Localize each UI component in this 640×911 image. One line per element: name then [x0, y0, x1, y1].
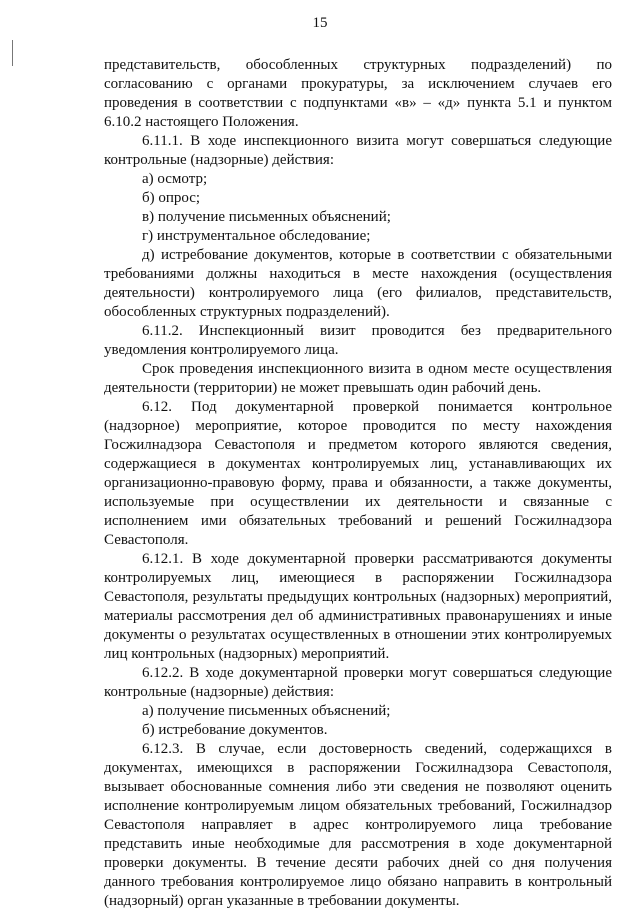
paragraph: представительств, обособленных структурных подразделений) по согласованию с органами прокуратуры, за исключением случаев его проведения в соответствии с подпунктами «в» – «д» пункта 5.1 и пунктом 6.10.2 настоящего Положения. — [104, 57, 612, 130]
list-item: б) истребование документов. — [142, 722, 328, 738]
document-body — [104, 56, 612, 911]
margin-mark — [12, 40, 13, 66]
list-item: а) осмотр; — [142, 171, 208, 187]
page-number: 15 — [312, 15, 328, 31]
list-item: а) получение письменных объяснений; — [142, 703, 391, 719]
list-item: в) получение письменных объяснений; — [142, 209, 391, 225]
paragraph: 6.11.1. В ходе инспекционного визита могут совершаться следующие контрольные (надзорные) действия: — [104, 133, 612, 168]
list-item: г) инструментальное обследование; — [142, 228, 371, 244]
paragraph: д) истребование документов, которые в соответствии с обязательными требованиями должны находиться в месте нахождения (осуществления деятельности) контролируемого лица (его филиалов, представительств, обособленных структурных подразделений). — [104, 247, 612, 320]
paragraph: 6.12.2. В ходе документарной проверки могут совершаться следующие контрольные (надзорные) действия: — [104, 665, 612, 700]
paragraph: 6.11.2. Инспекционный визит проводится без предварительного уведомления контролируемого лица. — [104, 323, 612, 358]
paragraph: 6.12.3. В случае, если достоверность сведений, содержащихся в документах, имеющихся в распоряжении Госжилнадзора Севастополя, вызывает обоснованные сомнения либо эти сведения не позволяют оценить исполнение контролируемым лицом обязательных требований, Госжилнадзор Севастополя направляет в адрес контролируемого лица требование представить иные необходимые для рассмотрения в ходе документарной проверки документы. В течение десяти рабочих дней со дня получения данного требования контролируемое лицо обязано направить в контрольный (надзорный) орган указанные в требовании документы. — [104, 741, 612, 909]
list-item: б) опрос; — [142, 190, 201, 206]
paragraph: Срок проведения инспекционного визита в одном месте осуществления деятельности (территории) не может превышать один рабочий день. — [104, 361, 612, 396]
paragraph: 6.12. Под документарной проверкой понимается контрольное (надзорное) мероприятие, которое проводится по месту нахождения Госжилнадзора Севастополя и предметом которого являются сведения, содержащиеся в документах контролируемых лиц, устанавливающих их организационно-правовую форму, права и обязанности, а также документы, используемые при осуществлении их деятельности и связанные с исполнением ими обязательных требований и решений Госжилнадзора Севастополя. — [104, 399, 612, 548]
paragraph: 6.12.1. В ходе документарной проверки рассматриваются документы контролируемых лиц, имеющиеся в распоряжении Госжилнадзора Севастополя, результаты предыдущих контрольных (надзорных) мероприятий, материалы рассмотрения дел об административных правонарушениях и иные документы о результатах осуществленных в отношении этих контролируемых лиц контрольных (надзорных) мероприятий. — [104, 551, 612, 662]
